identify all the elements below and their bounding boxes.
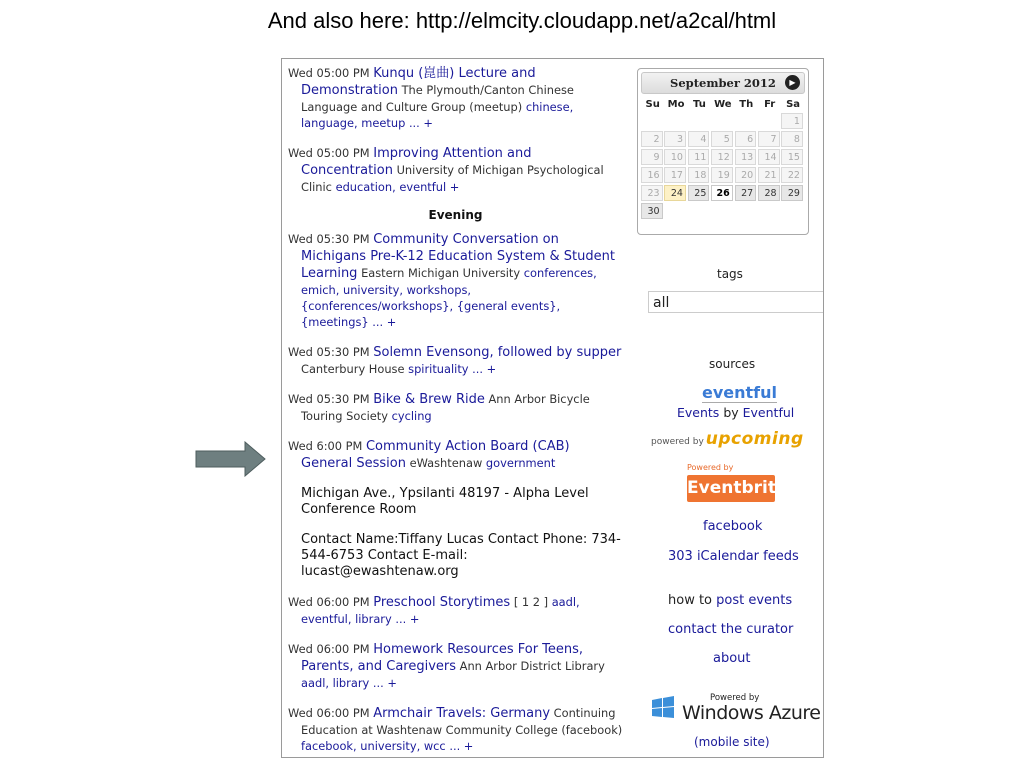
post-events-link[interactable]: post events (716, 593, 793, 608)
sources-label: sources (709, 357, 756, 371)
event-item (288, 391, 623, 424)
calendar-day: 10 (664, 149, 686, 165)
event-more[interactable]: + (449, 180, 460, 194)
event-title[interactable]: Homework Resources For Teens, Parents, and Caregivers (301, 642, 584, 674)
event-tags[interactable]: conferences, emich, university, workshops, {conferences/workshops}, {general events}, {meetings} (301, 266, 597, 329)
month-calendar (637, 68, 809, 235)
event-detail: Michigan Ave., Ypsilanti 48197 - Alpha Level Conference Room (301, 486, 589, 517)
next-month-icon[interactable]: ▶ (785, 75, 800, 90)
pointer-arrow-icon (195, 441, 267, 477)
calendar-page (281, 58, 824, 758)
calendar-day[interactable]: 24 (664, 185, 686, 201)
calendar-day: 22 (781, 167, 803, 183)
eventbrite-logo[interactable]: Eventbrite (687, 475, 775, 502)
calendar-day[interactable]: 27 (735, 185, 757, 201)
calendar-day: 9 (641, 149, 663, 165)
calendar-day: 15 (781, 149, 803, 165)
weekday-label: We (714, 99, 732, 110)
mobile-site-link[interactable]: (mobile site) (694, 735, 770, 749)
event-tags[interactable]: facebook, university, wcc (301, 739, 446, 753)
calendar-day: 23 (641, 185, 663, 201)
contact-curator-link[interactable]: contact the curator (668, 622, 794, 637)
tags-select[interactable]: all (648, 291, 824, 313)
weekday-label: Th (739, 99, 754, 110)
event-tags[interactable]: government (485, 456, 556, 470)
calendar-day: 7 (758, 131, 780, 147)
event-tags[interactable]: chinese, language, meetup (301, 100, 574, 130)
event-more[interactable]: ... + (472, 362, 497, 376)
weekday-label: Sa (786, 99, 801, 110)
event-source: Ann Arbor Bicycle Touring Society (301, 392, 590, 423)
calendar-blank (758, 113, 780, 129)
calendar-day[interactable]: 29 (781, 185, 803, 201)
event-time: Wed 05:00 PM (288, 66, 370, 80)
calendar-day: 8 (781, 131, 803, 147)
eventbrite-powered: Powered by (687, 463, 734, 472)
event-item (288, 344, 623, 377)
weekday-label: Su (645, 99, 660, 110)
slide-title: And also here: http://elmcity.cloudapp.net/a2cal/html (267, 8, 777, 33)
upcoming-logo: upcoming (705, 429, 804, 449)
calendar-day: 5 (711, 131, 733, 147)
event-more[interactable]: ... + (408, 116, 433, 130)
calendar-day: 18 (688, 167, 710, 183)
calendar-day: 21 (758, 167, 780, 183)
calendar-day[interactable]: 25 (688, 185, 710, 201)
calendar-blank (735, 203, 757, 219)
calendar-day: 2 (641, 131, 663, 147)
calendar-blank (688, 113, 710, 129)
event-time: Wed 06:00 PM (288, 706, 370, 720)
eventful-link-by: by (723, 405, 739, 420)
event-detail: Contact Name:Tiffany Lucas Contact Phone: 734-544-6753 Contact E-mail: lucast@ewashtenaw.org (301, 532, 621, 579)
calendar-day: 12 (711, 149, 733, 165)
event-source: Ann Arbor District Library (459, 659, 605, 673)
event-time: Wed 05:00 PM (288, 146, 370, 160)
event-title[interactable]: Preschool Storytimes (373, 595, 511, 610)
event-title[interactable]: Improving Attention and Concentration (301, 146, 532, 178)
event-source: University of Michigan Psychological Clinic (301, 163, 604, 194)
event-tags[interactable]: cycling (391, 409, 432, 423)
event-item (288, 594, 623, 627)
calendar-header (641, 72, 805, 94)
event-item (288, 231, 623, 330)
event-more[interactable]: ... + (449, 739, 474, 753)
weekday-label: Mo (667, 99, 685, 110)
calendar-blank (664, 203, 686, 219)
calendar-blank (664, 113, 686, 129)
calendar-days (641, 113, 805, 219)
calendar-day: 20 (735, 167, 757, 183)
event-title[interactable]: Armchair Travels: Germany (373, 706, 551, 721)
evening-heading: Evening (428, 208, 483, 222)
event-title[interactable]: Solemn Evensong, followed by supper (373, 345, 622, 360)
tags-label: tags (717, 267, 743, 281)
event-source: eWashtenaw (409, 456, 483, 470)
calendar-blank (781, 203, 803, 219)
weekday-label: Fr (764, 99, 776, 110)
azure-powered: Powered by (710, 693, 760, 703)
calendar-day: 13 (735, 149, 757, 165)
calendar-day[interactable]: 30 (641, 203, 663, 219)
eventful-link[interactable] (677, 405, 794, 420)
calendar-blank (688, 203, 710, 219)
how-to-text: how to (668, 593, 713, 608)
event-item (288, 641, 623, 691)
event-item (288, 705, 623, 754)
event-more[interactable]: ... + (395, 612, 420, 626)
calendar-blank (641, 113, 663, 129)
calendar-day: 16 (641, 167, 663, 183)
event-time: Wed 6:00 PM (288, 439, 363, 453)
event-title[interactable]: Kunqu (崑曲) Lecture and Demonstration (301, 66, 536, 98)
calendar-blank (711, 203, 733, 219)
calendar-day: 4 (688, 131, 710, 147)
eventful-link-eventful: Eventful (742, 405, 795, 420)
calendar-day: 14 (758, 149, 780, 165)
calendar-day: 6 (735, 131, 757, 147)
event-item (288, 145, 623, 195)
event-item (288, 65, 623, 131)
event-time: Wed 06:00 PM (288, 642, 370, 656)
event-time: Wed 05:30 PM (288, 392, 370, 406)
icalendar-feeds-link[interactable]: 303 iCalendar feeds (668, 549, 799, 564)
how-to-post-events (668, 593, 792, 608)
facebook-link[interactable]: facebook (703, 519, 763, 534)
event-list (288, 65, 623, 758)
event-more[interactable]: ... + (372, 676, 397, 690)
eventful-link-events: Events (677, 405, 720, 420)
calendar-month: September 2012 (670, 76, 776, 90)
calendar-day: 1 (781, 113, 803, 129)
weekday-label: Tu (693, 99, 706, 110)
event-more[interactable]: ... + (372, 315, 397, 329)
calendar-day: 19 (711, 167, 733, 183)
event-source: The Plymouth/Canton Chinese Language and Culture Group (meetup) (301, 83, 574, 114)
calendar-blank (711, 113, 733, 129)
windows-flag-icon (650, 695, 676, 721)
event-source: Eastern Michigan University (361, 266, 521, 280)
event-title[interactable]: Community Action Board (CAB) General Session (301, 439, 570, 471)
azure-logo[interactable]: Windows Azure (682, 702, 821, 724)
about-link[interactable]: about (713, 651, 751, 666)
calendar-blank (735, 113, 757, 129)
event-tags[interactable]: spirituality (408, 362, 469, 376)
event-source: [ 1 2 ] (513, 595, 549, 609)
event-time: Wed 05:30 PM (288, 345, 370, 359)
calendar-day: 11 (688, 149, 710, 165)
upcoming-powered: powered by (651, 437, 704, 447)
calendar-blank (758, 203, 780, 219)
days-of-week (641, 99, 805, 110)
event-tags[interactable]: aadl, eventful, library (301, 595, 580, 626)
event-time: Wed 05:30 PM (288, 232, 370, 246)
event-tags[interactable]: education, eventful (335, 180, 447, 194)
eventful-logo[interactable]: eventful (702, 383, 778, 402)
event-item (288, 438, 623, 472)
calendar-day: 17 (664, 167, 686, 183)
event-time: Wed 06:00 PM (288, 595, 370, 609)
event-source: Continuing Education at Washtenaw Community College (facebook) (301, 706, 623, 737)
event-tags[interactable]: aadl, library (301, 676, 370, 690)
upcoming-badge[interactable] (651, 429, 804, 449)
event-title[interactable]: Community Conversation on Michigans Pre-K-12 Education System & Student Learning (301, 232, 615, 281)
event-title[interactable]: Bike & Brew Ride (373, 392, 485, 407)
event-source: Canterbury House (301, 362, 405, 376)
calendar-day: 3 (664, 131, 686, 147)
calendar-day[interactable]: 28 (758, 185, 780, 201)
calendar-day[interactable]: 26 (711, 185, 733, 201)
